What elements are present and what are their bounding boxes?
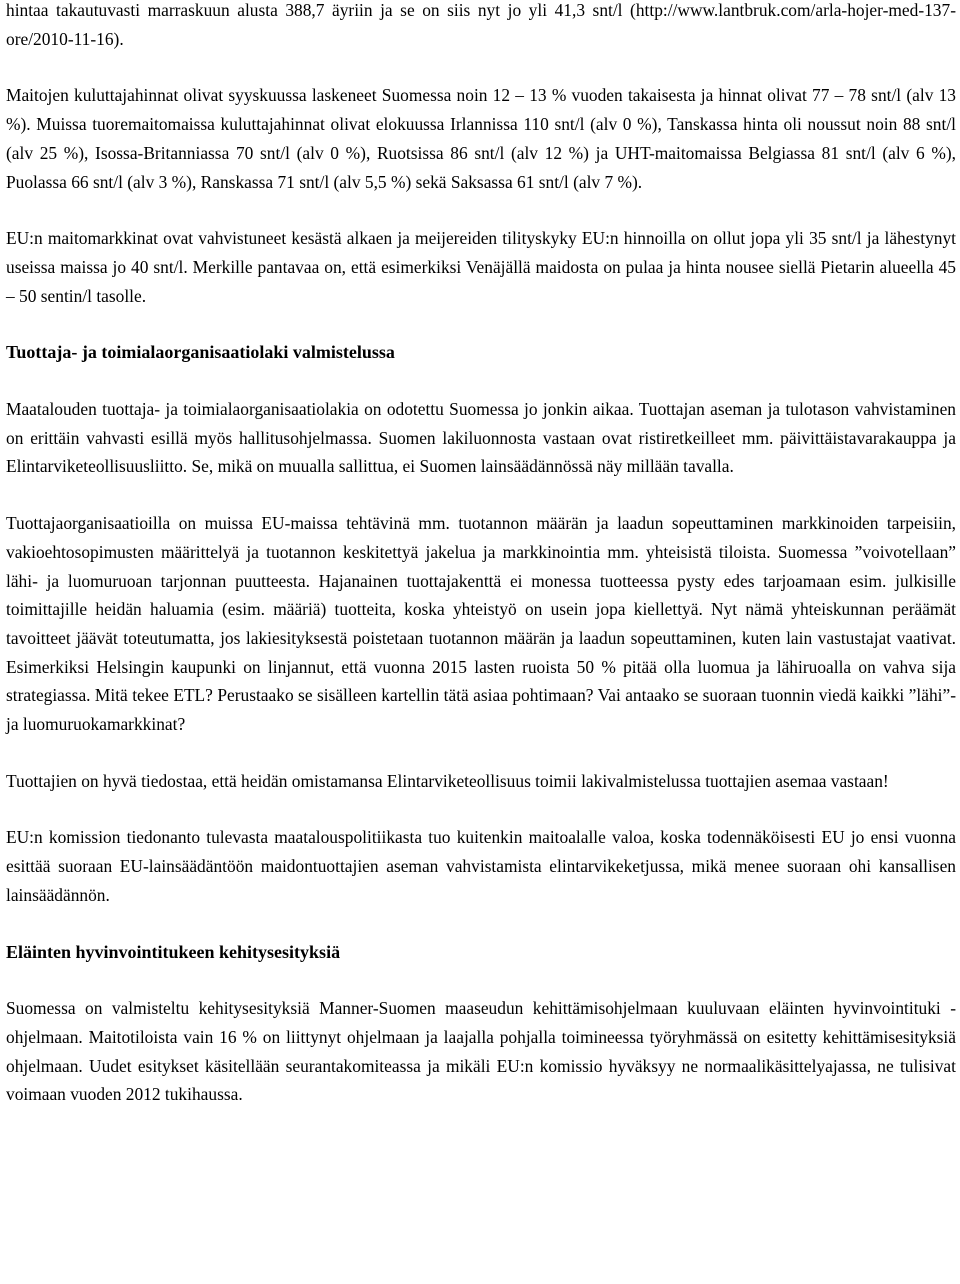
- body-paragraph-eu-markets: EU:n maitomarkkinat ovat vahvistuneet kesästä alkaen ja meijereiden tilityskyky EU:n hinnoilla on ollut jopa yli 35 snt/l ja lähestynyt useissa maissa jo 40 snt/l. Merkille pantavaa on, että esimerkiksi Venäjällä maidosta on pulaa ja hinta nousee siellä Pietarin alueella 45 – 50 sentin/l tasolle.: [6, 228, 956, 306]
- document-page: [6, 0, 956, 1109]
- body-paragraph-eu-commission: EU:n komission tiedonanto tulevasta maatalouspolitiikasta tuo kuitenkin maitoalalle valoa, koska todennäköisesti EU jo ensi vuonna esittää suoraan EU-lainsäädäntöön maidontuottajien aseman vahvistamista elintarvikeketjussa, mikä menee suoraan ohi kansallisen lainsäädännön.: [6, 827, 956, 905]
- section-heading-producer-law: Tuottaja- ja toimialaorganisaatiolaki valmistelussa: [6, 342, 395, 363]
- body-paragraph-animal-welfare: Suomessa on valmisteltu kehitysesityksiä Manner-Suomen maaseudun kehittämisohjelmaan kuuluvaan eläinten hyvinvointituki -ohjelmaan. Maitotiloista vain 16 % on liittynyt ohjelmaan ja laajalla pohjalla toimineessa työryhmässä on esitetty kehittämisesityksiä ohjelmaan. Uudet esitykset käsitellään seurantakomiteassa ja mikäli EU:n komissio hyväksyy ne normaalikäsittelyajassa, ne tulisivat voimaan vuoden 2012 tukihaussa.: [6, 998, 956, 1105]
- section-heading-animal-welfare: Eläinten hyvinvointitukeen kehitysesityksiä: [6, 941, 341, 962]
- body-paragraph-producer-law: Maatalouden tuottaja- ja toimialaorganisaatiolakia on odotettu Suomessa jo jonkin aikaa. Tuottajan aseman ja tulotason vahvistaminen on erittäin vahvasti esillä myös hallitusohjelmassa. Suomen lakiluonnosta vastaan ovat ristiretkeilleet mm. päivittäistavarakauppa ja Elintarviketeollisuusliitto. Se, mikä on muualla sallittua, ei Suomen lainsäädännössä näy millään tavalla.: [6, 399, 956, 477]
- body-paragraph-consumer-prices: Maitojen kuluttajahinnat olivat syyskuussa laskeneet Suomessa noin 12 – 13 % vuoden takaisesta ja hinnat olivat 77 – 78 snt/l (alv 13 %). Muissa tuoremaitomaissa kuluttajahinnat olivat elokuussa Irlannissa 110 snt/l (alv 0 %), Tanskassa hinta oli noussut noin 88 snt/l (alv 25 %), Isossa-Britanniassa 70 snt/l (alv 0 %), Ruotsissa 86 snt/l (alv 12 %) ja UHT-maitomaissa Belgiassa 81 snt/l (alv 6 %), Puolassa 66 snt/l (alv 3 %), Ranskassa 71 snt/l (alv 5,5 %) sekä Saksassa 61 snt/l (alv 7 %).: [6, 85, 956, 192]
- body-paragraph-industry-lobby: Tuottajien on hyvä tiedostaa, että heidän omistamansa Elintarviketeollisuus toimii lakivalmistelussa tuottajien asemaa vastaan!: [6, 770, 889, 791]
- body-paragraph-producer-orgs: Tuottajaorganisaatioilla on muissa EU-maissa tehtävinä mm. tuotannon määrän ja laadun sopeuttaminen markkinoiden tarpeisiin, vakioehtosopimusten määrittelyä ja tuotannon keskitettyä jakelua ja markkinointia mm. yhteisistä tiloista. Suomessa ”voivotellaan” lähi- ja luomuruoan tarjonnan puutteesta. Hajanainen tuottajakenttä ei monessa tuotteessa pysty edes tarjoamaan esim. julkisille toimittajille heidän haluamia (esim. määriä) tuotteita, koska yhteistyö on usein jopa kiellettyä. Nyt nämä yhteiskunnan peräämät tavoitteet jäävät toteutumatta, jos lakiesityksestä poistetaan tuotannon määrän ja laadun sopeuttaminen, kuten lain vastustajat vaativat. Esimerkiksi Helsingin kaupunki on linjannut, että vuonna 2015 lasten ruoista 50 % pitää olla luomua ja lähiruoalla on vahva sija strategiassa. Mitä tekee ETL? Perustaako se sisälleen kartellin tätä asiaa pohtimaan? Vai antaako se suoraan tuonnin viedä kaikki ”lähi”- ja luomuruokamarkkinat?: [6, 513, 956, 735]
- body-paragraph-continued: hintaa takautuvasti marraskuun alusta 388,7 äyriin ja se on siis nyt jo yli 41,3 snt/l (http://www.lantbruk.com/arla-hojer-med-137-ore/2010-11-16).: [6, 0, 956, 49]
